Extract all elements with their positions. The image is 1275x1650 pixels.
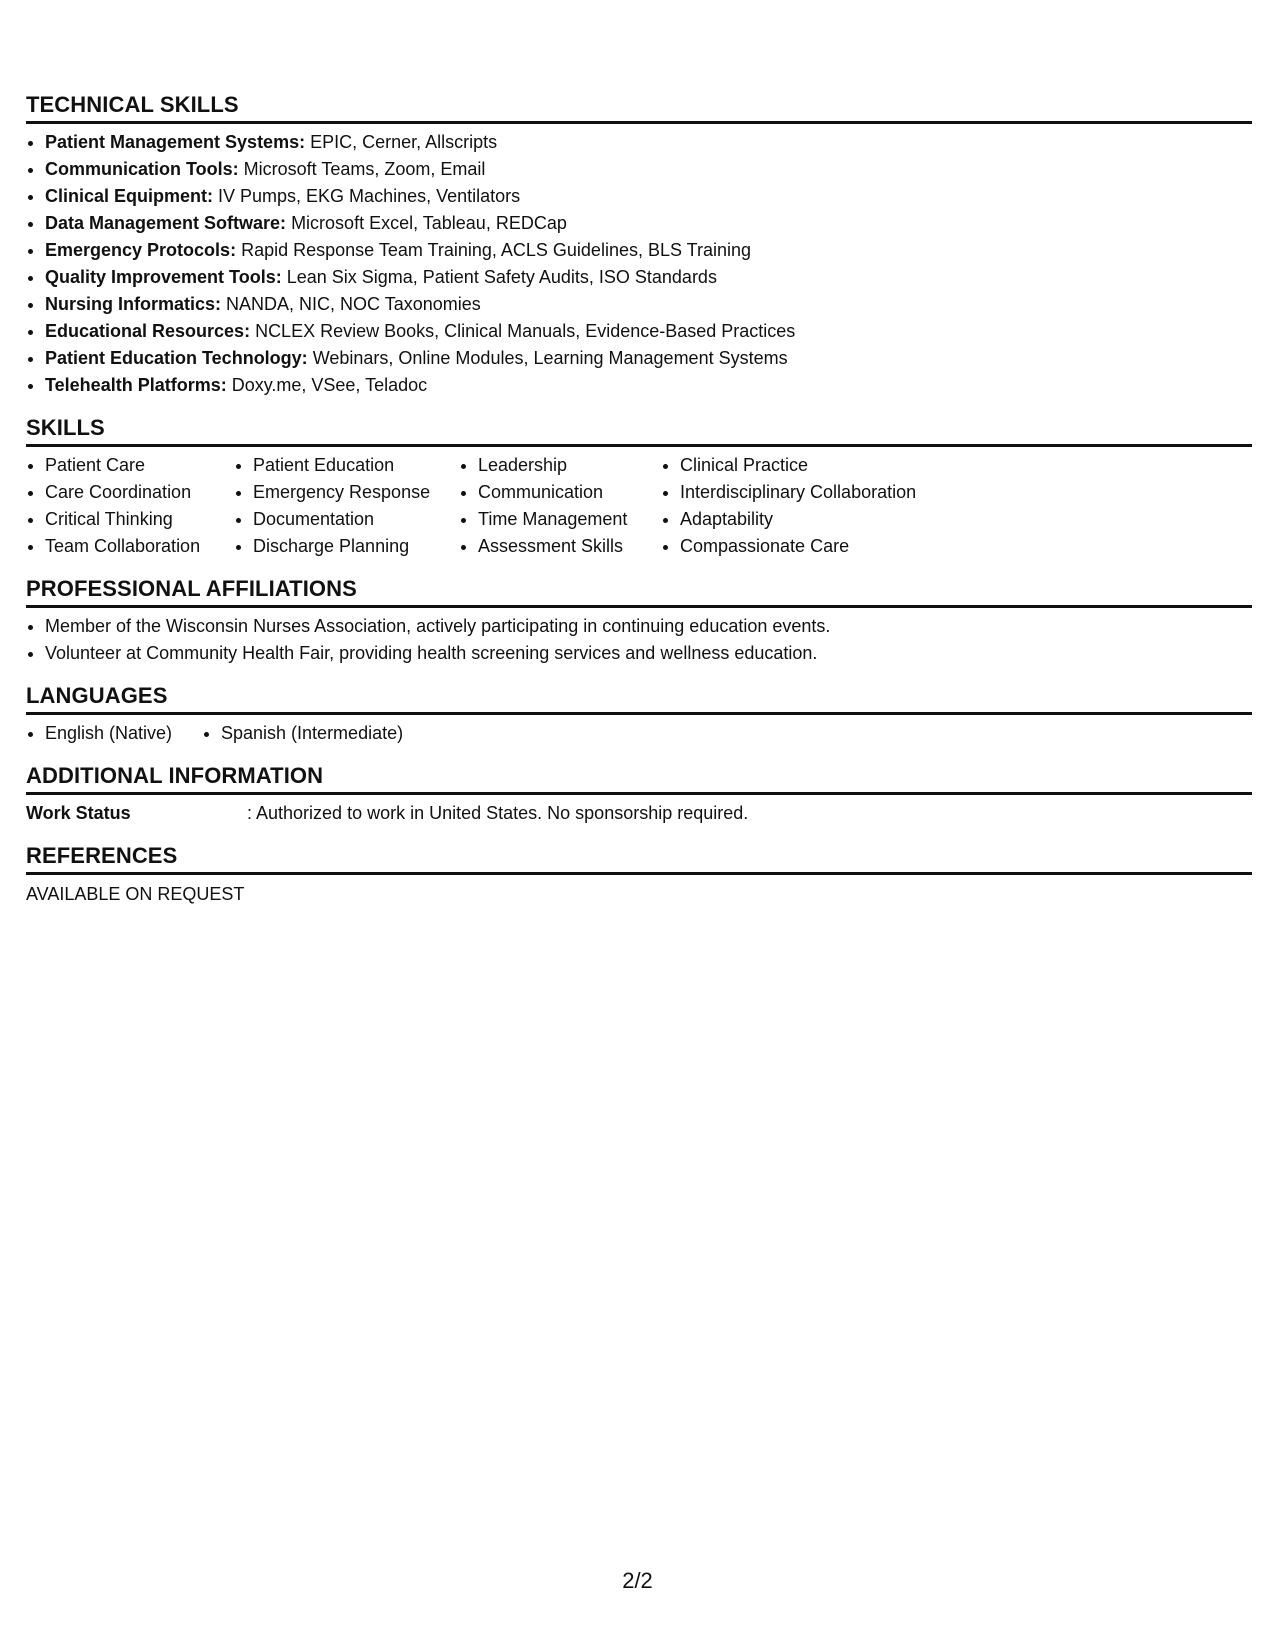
list-item: • Adaptability — [680, 506, 1061, 533]
list-item: • Critical Thinking — [45, 506, 234, 533]
technical-skills-heading: TECHNICAL SKILLS — [26, 92, 1252, 124]
list-item: • Team Collaboration — [45, 533, 234, 560]
references-text: AVAILABLE ON REQUEST — [26, 884, 245, 904]
list-item — [45, 129, 1252, 156]
item-value: Microsoft Excel, Tableau, REDCap — [286, 213, 567, 233]
skills-column — [234, 452, 459, 560]
skills-column — [459, 452, 661, 560]
item-label: Patient Education Technology: — [45, 348, 308, 368]
item-value: Webinars, Online Modules, Learning Management Systems — [307, 348, 788, 368]
work-status-row — [26, 800, 1252, 827]
affiliations-heading: PROFESSIONAL AFFILIATIONS — [26, 576, 1252, 608]
item-value: Lean Six Sigma, Patient Safety Audits, ISO Standards — [281, 267, 717, 287]
list-item: • Spanish (Intermediate) — [221, 720, 403, 747]
list-item: • Care Coordination — [45, 479, 234, 506]
item-value: Doxy.me, VSee, Teladoc — [226, 375, 428, 395]
list-item: • Leadership — [478, 452, 661, 479]
skills-section — [26, 415, 1252, 560]
affiliations-list — [26, 613, 1252, 667]
additional-info-heading: ADDITIONAL INFORMATION — [26, 763, 1252, 795]
item-value: NCLEX Review Books, Clinical Manuals, Evidence-Based Practices — [250, 321, 796, 341]
skills-columns — [26, 452, 1252, 560]
list-item — [45, 183, 1252, 210]
item-label: Nursing Informatics: — [45, 294, 222, 314]
item-value: IV Pumps, EKG Machines, Ventilators — [213, 186, 521, 206]
work-status-label: Work Status — [26, 803, 131, 823]
work-status-value: : Authorized to work in United States. No sponsorship required. — [247, 803, 749, 823]
list-item — [45, 345, 1252, 372]
references-heading: REFERENCES — [26, 843, 1252, 875]
resume-page — [26, 92, 1252, 924]
list-item — [45, 291, 1252, 318]
page-number: 2/2 — [622, 1568, 653, 1593]
affiliations-section — [26, 576, 1252, 667]
list-item — [45, 372, 1252, 399]
list-item — [45, 318, 1252, 345]
list-item — [45, 264, 1252, 291]
technical-skills-list — [26, 129, 1252, 399]
additional-info-section — [26, 763, 1252, 827]
item-label: Communication Tools: — [45, 159, 239, 179]
list-item: • Clinical Practice — [680, 452, 1061, 479]
item-label: Data Management Software: — [45, 213, 287, 233]
list-item: • Documentation — [253, 506, 459, 533]
item-value: Microsoft Teams, Zoom, Email — [238, 159, 486, 179]
list-item: • Assessment Skills — [478, 533, 661, 560]
item-value: EPIC, Cerner, Allscripts — [305, 132, 498, 152]
list-item: • Volunteer at Community Health Fair, providing health screening services and wellness education. — [45, 640, 1252, 667]
list-item: • Interdisciplinary Collaboration — [680, 479, 1061, 506]
list-item: • English (Native) — [45, 720, 202, 747]
skills-column — [26, 452, 234, 560]
references-section — [26, 843, 1252, 908]
item-value: NANDA, NIC, NOC Taxonomies — [221, 294, 481, 314]
item-label: Telehealth Platforms: — [45, 375, 227, 395]
list-item — [45, 210, 1252, 237]
item-label: Patient Management Systems: — [45, 132, 306, 152]
technical-skills-section — [26, 92, 1252, 399]
list-item: • Time Management — [478, 506, 661, 533]
item-label: Quality Improvement Tools: — [45, 267, 282, 287]
list-item — [45, 237, 1252, 264]
item-label: Clinical Equipment: — [45, 186, 214, 206]
item-label: Emergency Protocols: — [45, 240, 237, 260]
item-value: Rapid Response Team Training, ACLS Guidelines, BLS Training — [236, 240, 752, 260]
list-item — [45, 156, 1252, 183]
list-item: • Compassionate Care — [680, 533, 1061, 560]
list-item: • Member of the Wisconsin Nurses Association, actively participating in continuing education events. — [45, 613, 1252, 640]
list-item: • Patient Education — [253, 452, 459, 479]
list-item: • Patient Care — [45, 452, 234, 479]
languages-list — [26, 720, 1252, 747]
languages-heading: LANGUAGES — [26, 683, 1252, 715]
list-item: • Discharge Planning — [253, 533, 459, 560]
skills-heading: SKILLS — [26, 415, 1252, 447]
list-item: • Communication — [478, 479, 661, 506]
list-item: • Emergency Response — [253, 479, 459, 506]
languages-section — [26, 683, 1252, 747]
skills-column — [661, 452, 1061, 560]
item-label: Educational Resources: — [45, 321, 251, 341]
